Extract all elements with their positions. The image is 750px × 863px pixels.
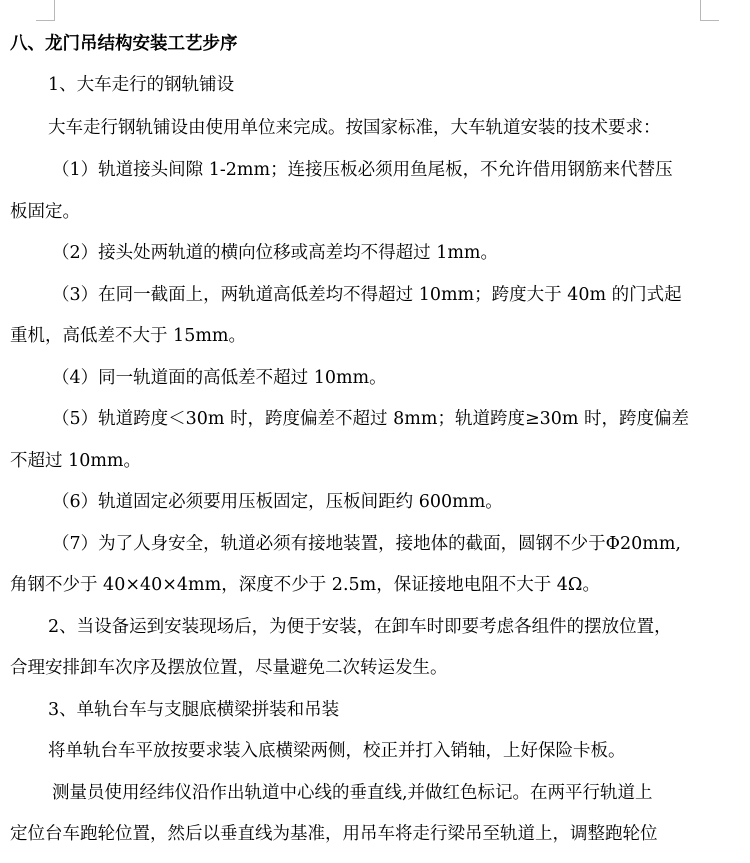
requirement-item-7: （7）为了人身安全，轨道必须有接地装置，接地体的截面，圆钢不少于Φ20mm, xyxy=(52,534,681,554)
subsection-2-cont: 合理安排卸车次序及摆放位置，尽量避免二次转运发生。 xyxy=(10,658,448,678)
subsection-title-2: 2、当设备运到安装现场后，为便于安装，在卸车时即要考虑各组件的摆放位置， xyxy=(48,617,672,637)
page-corner-mark-left xyxy=(36,0,55,21)
requirement-item-6: （6）轨道固定必须要用压板固定，压板间距约 600mm。 xyxy=(52,492,503,512)
paragraph-line: 大车走行钢轨铺设由使用单位来完成。按国家标准，大车轨道安装的技术要求： xyxy=(48,118,661,138)
paragraph-line: 将单轨台车平放按要求装入底横梁两侧，校正并打入销轴，上好保险卡板。 xyxy=(48,741,626,761)
requirement-item-5-cont: 不超过 10mm。 xyxy=(10,451,142,471)
requirement-item-7-cont: 角钢不少于 40×40×4mm，深度不少于 2.5m，保证接地电阻不大于 4Ω。 xyxy=(10,575,600,595)
requirement-item-4: （4）同一轨道面的高低差不超过 10mm。 xyxy=(52,368,387,388)
requirement-item-3-cont: 重机，高低差不大于 15mm。 xyxy=(10,326,247,346)
requirement-item-1: （1）轨道接头间隙 1-2mm；连接压板必须用鱼尾板，不允许借用钢筋来代替压 xyxy=(52,160,673,180)
requirement-item-1-cont: 板固定。 xyxy=(10,202,80,222)
subsection-title-1: 1、大车走行的钢轨铺设 xyxy=(48,75,235,95)
section-heading: 八、龙门吊结构安装工艺步序 xyxy=(10,34,238,54)
paragraph-line: 测量员使用经纬仪沿作出轨道中心线的垂直线,并做红色标记。在两平行轨道上 xyxy=(52,783,653,803)
page-corner-mark-right xyxy=(700,0,719,21)
requirement-item-5: （5）轨道跨度＜30m 时，跨度偏差不超过 8mm；轨道跨度≥30m 时，跨度偏差 xyxy=(52,409,690,429)
requirement-item-2: （2）接头处两轨道的横向位移或高差均不得超过 1mm。 xyxy=(52,243,499,263)
paragraph-line: 定位台车跑轮位置，然后以垂直线为基准，用吊车将走行梁吊至轨道上，调整跑轮位 xyxy=(10,824,658,844)
subsection-title-3: 3、单轨台车与支腿底横梁拼装和吊装 xyxy=(48,700,340,720)
requirement-item-3: （3）在同一截面上，两轨道高低差均不得超过 10mm；跨度大于 40m 的门式起 xyxy=(52,285,682,305)
